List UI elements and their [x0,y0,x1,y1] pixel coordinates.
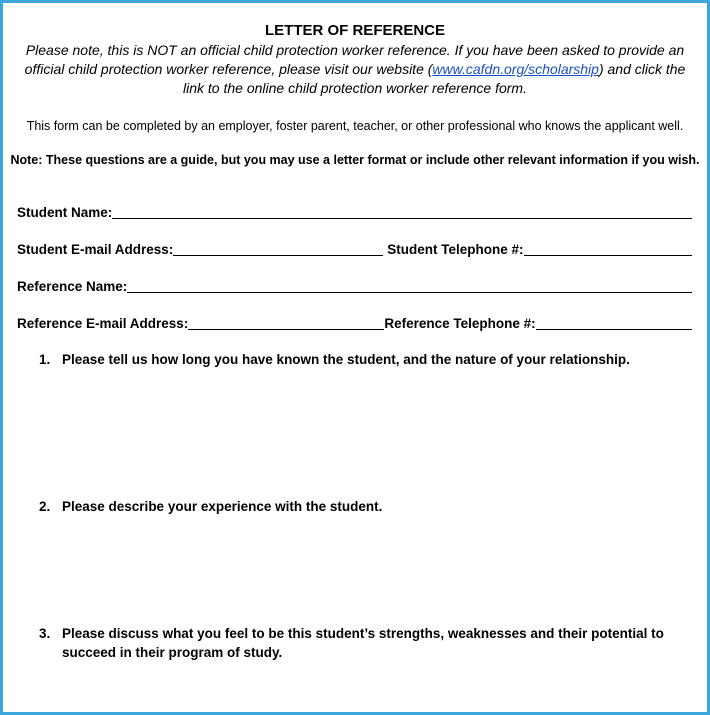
question-text: Please describe your experience with the student. [62,499,383,514]
student-name-field[interactable] [112,204,692,219]
student-phone-label: Student Telephone #: [387,242,524,257]
notice-text-start: Please note, this is NOT an official child protection worker reference. If you have been asked to provide an official child protection worker reference, please visit our website ( [24,42,685,77]
student-email-label: Student E-mail Address: [17,242,174,257]
student-name-row [17,202,692,222]
scholarship-website-link[interactable]: www.cafdn.org/scholarship [432,61,599,77]
reference-name-row [17,276,692,296]
question-number: 1. [39,352,51,367]
reference-email-label: Reference E-mail Address: [17,316,189,331]
question-number: 3. [39,626,51,641]
reference-phone-field[interactable] [536,315,692,330]
notice-text-end: ) and click the link to the online child protection worker reference form. [183,61,686,96]
student-phone-field[interactable] [524,241,692,256]
form-intro: This form can be completed by an employer, foster parent, teacher, or other professional who knows the applicant well. [26,119,684,133]
question-1 [39,350,669,369]
page-title: LETTER OF REFERENCE [264,22,445,39]
official-reference-notice [17,41,693,98]
question-2 [39,497,669,516]
reference-name-label: Reference Name: [17,279,128,294]
reference-contact-row [17,313,692,333]
question-text: Please discuss what you feel to be this student’s strengths, weaknesses and their potential to succeed in their program of study. [62,626,664,660]
student-email-field[interactable] [173,241,383,256]
student-name-label: Student Name: [17,205,113,220]
reference-name-field[interactable] [127,278,692,293]
question-3 [39,624,669,662]
reference-email-field[interactable] [188,315,384,330]
student-contact-row [17,239,692,259]
reference-phone-label: Reference Telephone #: [384,316,536,331]
question-text: Please tell us how long you have known the student, and the nature of your relationship. [62,352,630,367]
question-number: 2. [39,499,51,514]
guide-note: Note: These questions are a guide, but you may use a letter format or include other relevant information if you wish. [10,153,700,167]
